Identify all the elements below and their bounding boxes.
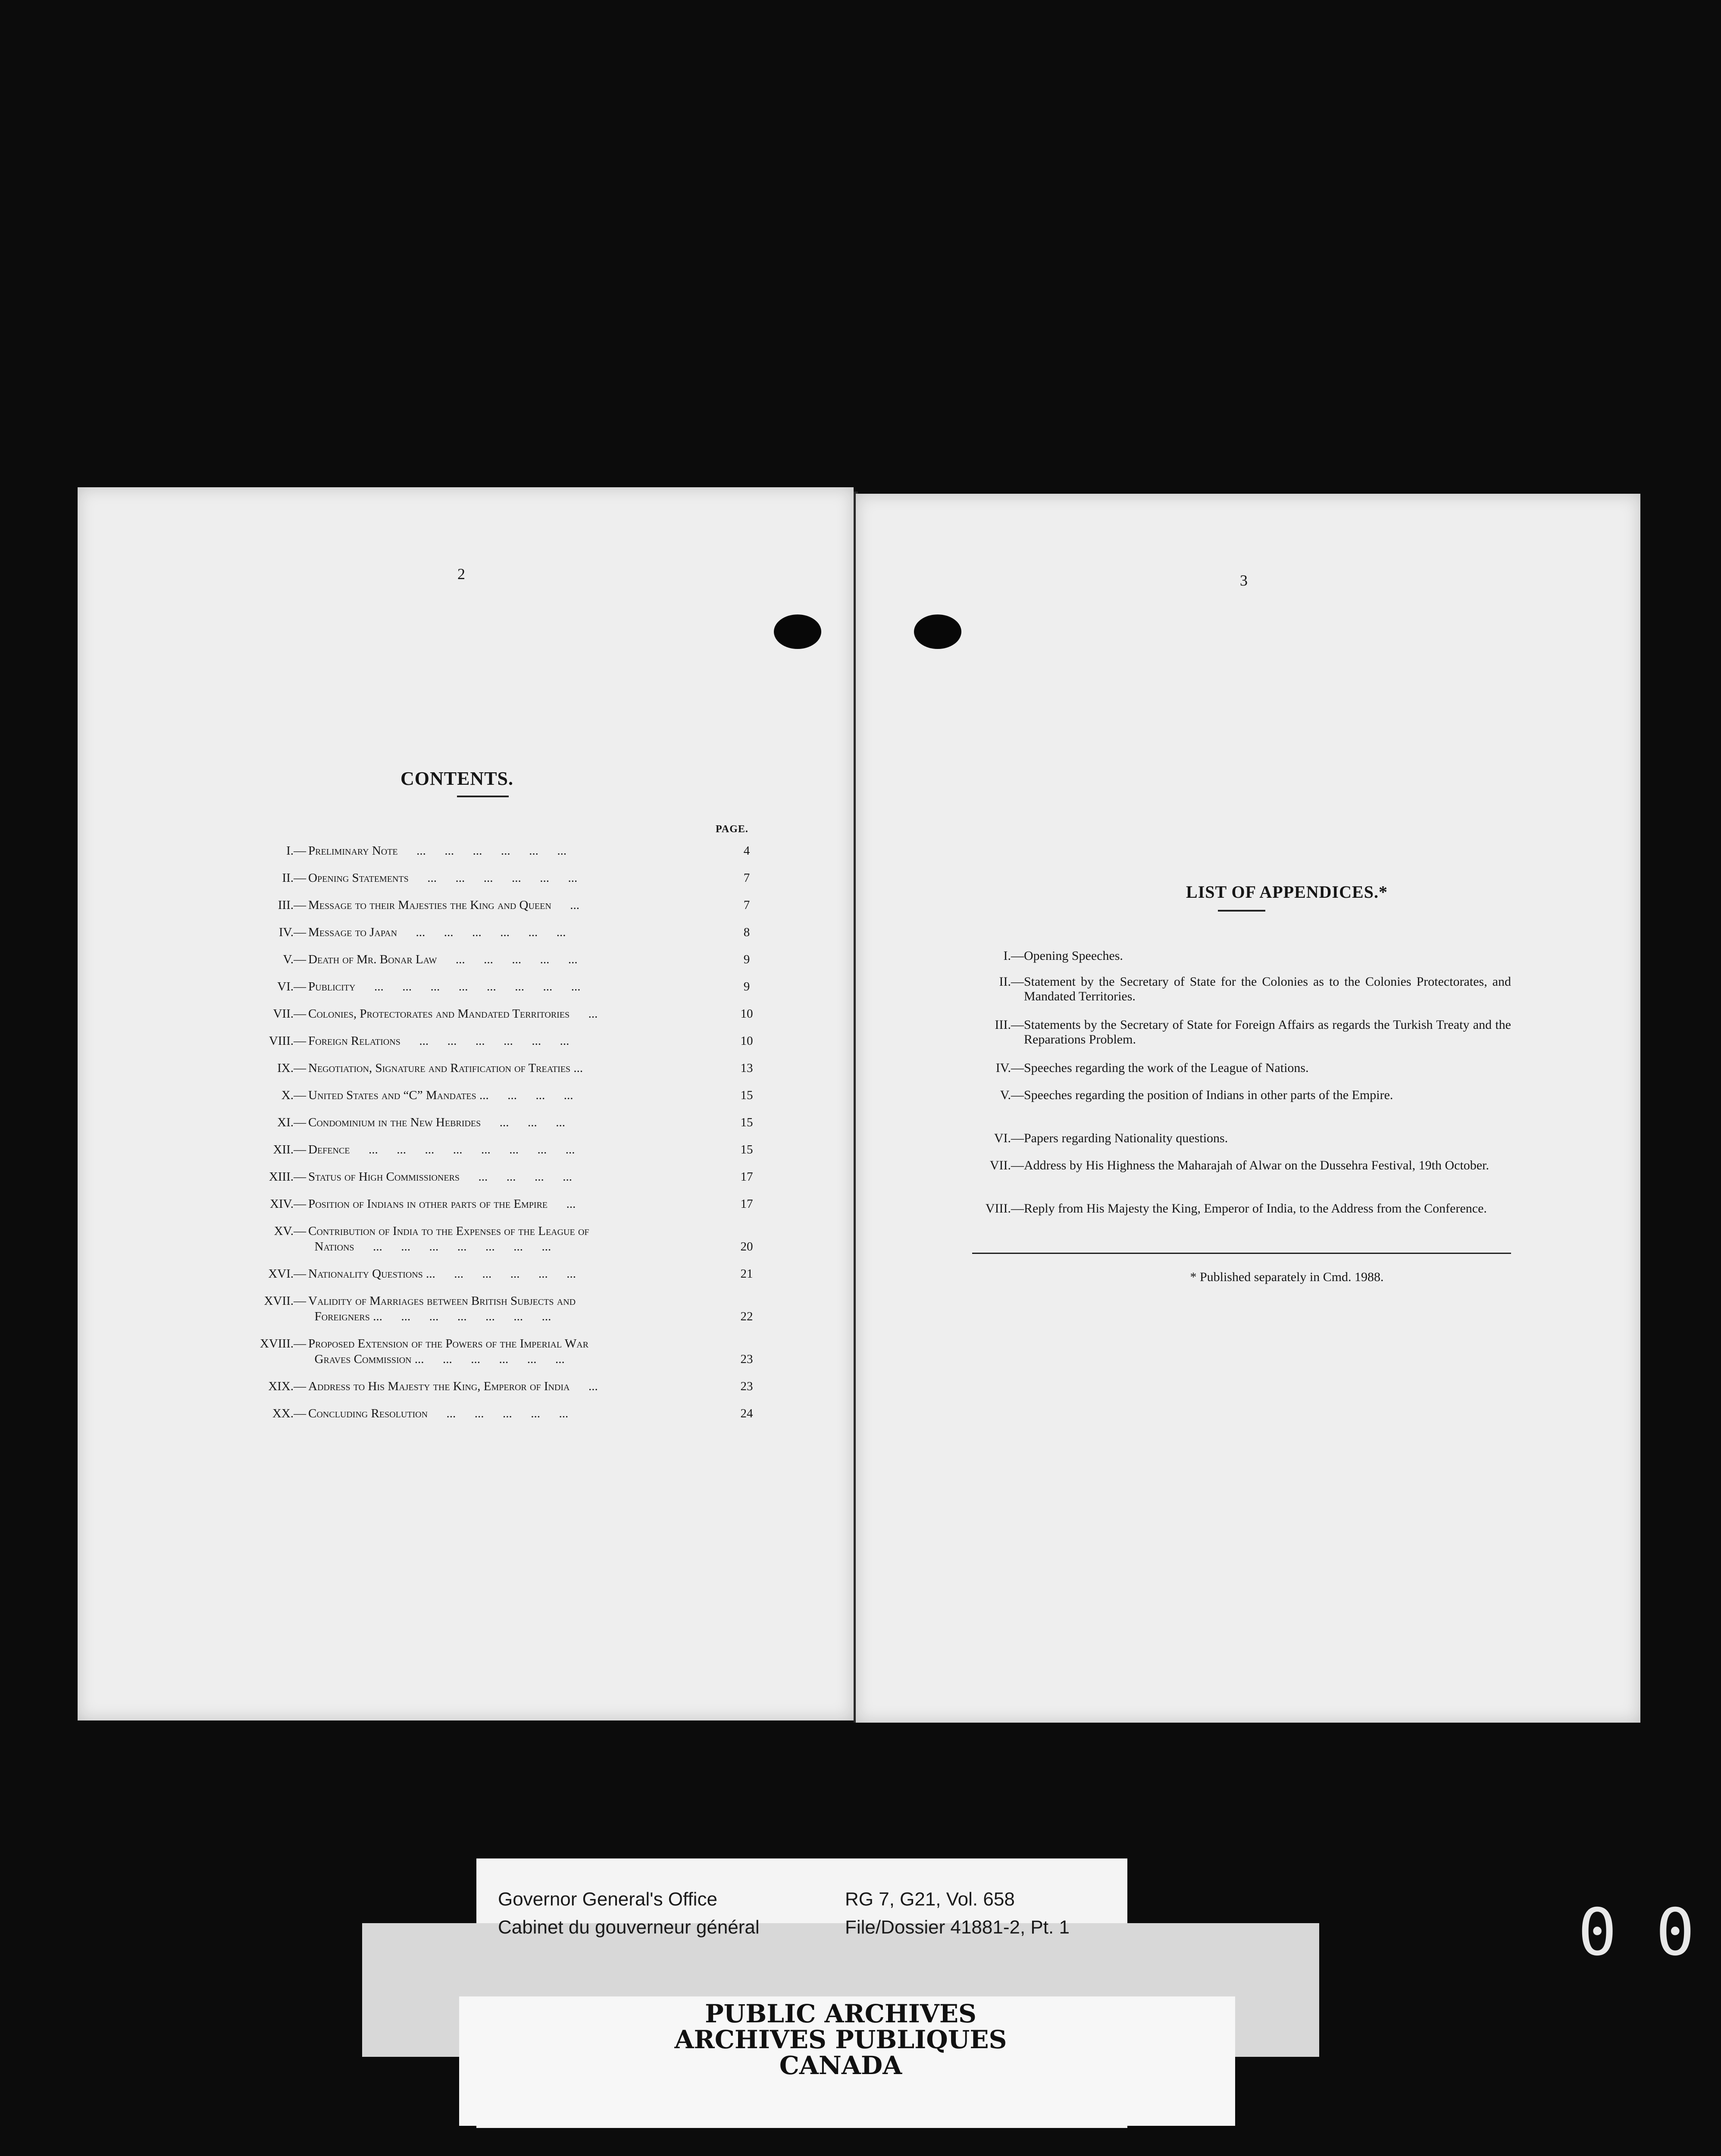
right-page — [856, 494, 1640, 1723]
toc-entry-page: 7 — [743, 871, 750, 885]
toc-entry-page: 23 — [740, 1379, 753, 1393]
file-reference: File/Dossier 41881-2, Pt. 1 — [845, 1917, 1070, 1938]
toc-entry-title: Concluding Resolution ... ... ... ... ... — [308, 1407, 569, 1420]
toc-entry-page: 15 — [740, 1143, 753, 1156]
toc-entry-number: III.— — [278, 898, 306, 912]
toc-entry-title: Opening Statements ... ... ... ... ... ... — [308, 871, 578, 885]
toc-entry-page: 15 — [740, 1116, 753, 1129]
stamp-line: PUBLIC ARCHIVES — [705, 1999, 976, 2028]
toc-entry-title: Foreign Relations ... ... ... ... ... ... — [308, 1034, 569, 1048]
toc-entry-number: XX.— — [272, 1407, 306, 1420]
office-english: Governor General's Office — [498, 1889, 717, 1910]
office-french: Cabinet du gouverneur général — [498, 1917, 760, 1938]
toc-entry-title: Defence ... ... ... ... ... ... ... ... — [308, 1143, 575, 1156]
toc-entry-title: Validity of Marriages between British Subjects and Foreigners ... ... ... ... ... ... ... — [308, 1294, 576, 1323]
appendix-text: Speeches regarding the position of Indians in other parts of the Empire. — [1024, 1088, 1393, 1102]
toc-entry-title: Preliminary Note ... ... ... ... ... ... — [308, 844, 567, 858]
title-rule — [1218, 910, 1265, 912]
appendix-number: VI.— — [994, 1131, 1024, 1145]
toc-entry-page: 15 — [740, 1088, 753, 1102]
appendix-number: VIII.— — [985, 1201, 1024, 1216]
toc-entry-page: 17 — [740, 1197, 753, 1211]
toc-entry-number: XIII.— — [269, 1170, 306, 1184]
appendix-number: III.— — [995, 1018, 1024, 1032]
stamp-line: ARCHIVES PUBLIQUES — [674, 2025, 1007, 2054]
toc-entry-title: Address to His Majesty the King, Emperor of India ... — [308, 1379, 598, 1393]
toc-entry-page: 9 — [743, 980, 750, 993]
toc-entry-number: XIX.— — [268, 1379, 306, 1393]
toc-entry-title: Condominium in the New Hebrides ... ... ... — [308, 1116, 565, 1129]
toc-entry-page: 20 — [740, 1240, 753, 1253]
appendix-text: Opening Speeches. — [1024, 949, 1123, 963]
toc-entry-number: VI.— — [277, 980, 306, 993]
appendix-number: V.— — [1000, 1088, 1024, 1102]
toc-entry-page: 17 — [740, 1170, 753, 1184]
toc-entry-number: XVIII.— — [260, 1337, 306, 1351]
archives-stamp — [560, 2001, 1121, 2078]
toc-entry-page: 24 — [740, 1407, 753, 1420]
toc-entry-title: Publicity ... ... ... ... ... ... ... ... — [308, 980, 581, 993]
toc-entry-number: X.— — [281, 1088, 306, 1102]
toc-entry-number: V.— — [283, 953, 306, 966]
toc-entry-number: XIV.— — [269, 1197, 306, 1211]
appendix-number: VII.— — [989, 1158, 1024, 1172]
appendix-number: IV.— — [995, 1061, 1024, 1075]
appendix-number: I.— — [1003, 949, 1024, 963]
page-column-heading: PAGE. — [716, 824, 748, 835]
toc-entry-page: 22 — [740, 1310, 753, 1323]
record-group-reference: RG 7, G21, Vol. 658 — [845, 1889, 1015, 1910]
footnote: * Published separately in Cmd. 1988. — [1190, 1270, 1384, 1284]
toc-entry-title: Nationality Questions ... ... ... ... ... ... — [308, 1267, 576, 1281]
stamp-line: CANADA — [779, 2051, 902, 2080]
toc-entry-number: II.— — [282, 871, 306, 885]
punch-hole — [914, 614, 961, 649]
appendix-text: Statements by the Secretary of State for Foreign Affairs as regards the Turkish Treaty and the Reparations Problem. — [1024, 1018, 1511, 1047]
toc-entry-number: IV.— — [278, 925, 306, 939]
appendix-text: Speeches regarding the work of the League of Nations. — [1024, 1061, 1309, 1075]
toc-entry-page: 21 — [740, 1267, 753, 1281]
toc-entry-title: Colonies, Protectorates and Mandated Territories ... — [308, 1007, 598, 1021]
toc-entry-number: XII.— — [273, 1143, 306, 1156]
toc-entry-page: 4 — [743, 844, 750, 858]
toc-entry-title: Message to Japan ... ... ... ... ... ... — [308, 925, 566, 939]
toc-entry-page: 7 — [743, 898, 750, 912]
toc-entry-number: IX.— — [277, 1061, 306, 1075]
toc-entry-number: I.— — [286, 844, 306, 858]
appendix-number: II.— — [999, 975, 1024, 989]
toc-entry-page: 8 — [743, 925, 750, 939]
toc-entry-title: Negotiation, Signature and Ratification of Treaties ... — [308, 1061, 583, 1075]
toc-entry-number: XVI.— — [268, 1267, 306, 1281]
appendix-text: Papers regarding Nationality questions. — [1024, 1131, 1228, 1145]
page-number: 3 — [1240, 572, 1248, 589]
toc-entry-number: XI.— — [277, 1116, 306, 1129]
toc-entry-page: 13 — [740, 1061, 753, 1075]
toc-entry-title: United States and “C” Mandates ... ... ... ... — [308, 1088, 573, 1102]
appendix-text: Reply from His Majesty the King, Emperor of India, to the Address from the Conference. — [1024, 1201, 1487, 1216]
toc-entry-title: Contribution of India to the Expenses of the League of Nations ... ... ... ... ... ... ... — [308, 1224, 589, 1253]
toc-entry-title: Proposed Extension of the Powers of the Imperial War Graves Commission ... ... ... ... ... ... — [308, 1337, 589, 1366]
appendix-text: Address by His Highness the Maharajah of Alwar on the Dussehra Festival, 19th October. — [1024, 1158, 1489, 1172]
appendices-title: LIST OF APPENDICES.* — [1186, 882, 1388, 902]
toc-entry-title: Status of High Commissioners ... ... ... ... — [308, 1170, 573, 1184]
page-number: 2 — [457, 565, 465, 583]
toc-entry-number: XV.— — [274, 1224, 306, 1238]
contents-title: CONTENTS. — [400, 768, 514, 789]
title-rule — [457, 796, 509, 797]
toc-entry-number: VIII.— — [269, 1034, 306, 1048]
appendix-text: Statement by the Secretary of State for the Colonies as to the Colonies Protectorates, and Mandated Territories. — [1024, 975, 1511, 1003]
footnote-rule — [972, 1253, 1511, 1254]
toc-entry-title: Position of Indians in other parts of the Empire ... — [308, 1197, 576, 1211]
toc-entry-page: 10 — [740, 1007, 753, 1021]
toc-entry-page: 10 — [740, 1034, 753, 1048]
toc-entry-number: XVII.— — [264, 1294, 306, 1308]
toc-entry-title: Death of Mr. Bonar Law ... ... ... ... ... — [308, 953, 578, 966]
left-page — [78, 487, 854, 1720]
toc-entry-page: 23 — [740, 1352, 753, 1366]
toc-entry-page: 9 — [743, 953, 750, 966]
toc-entry-title: Message to their Majesties the King and Queen ... — [308, 898, 580, 912]
toc-entry-number: VII.— — [273, 1007, 306, 1021]
punch-hole — [774, 614, 821, 649]
frame-counter: 0 0 — [1578, 1895, 1695, 1970]
